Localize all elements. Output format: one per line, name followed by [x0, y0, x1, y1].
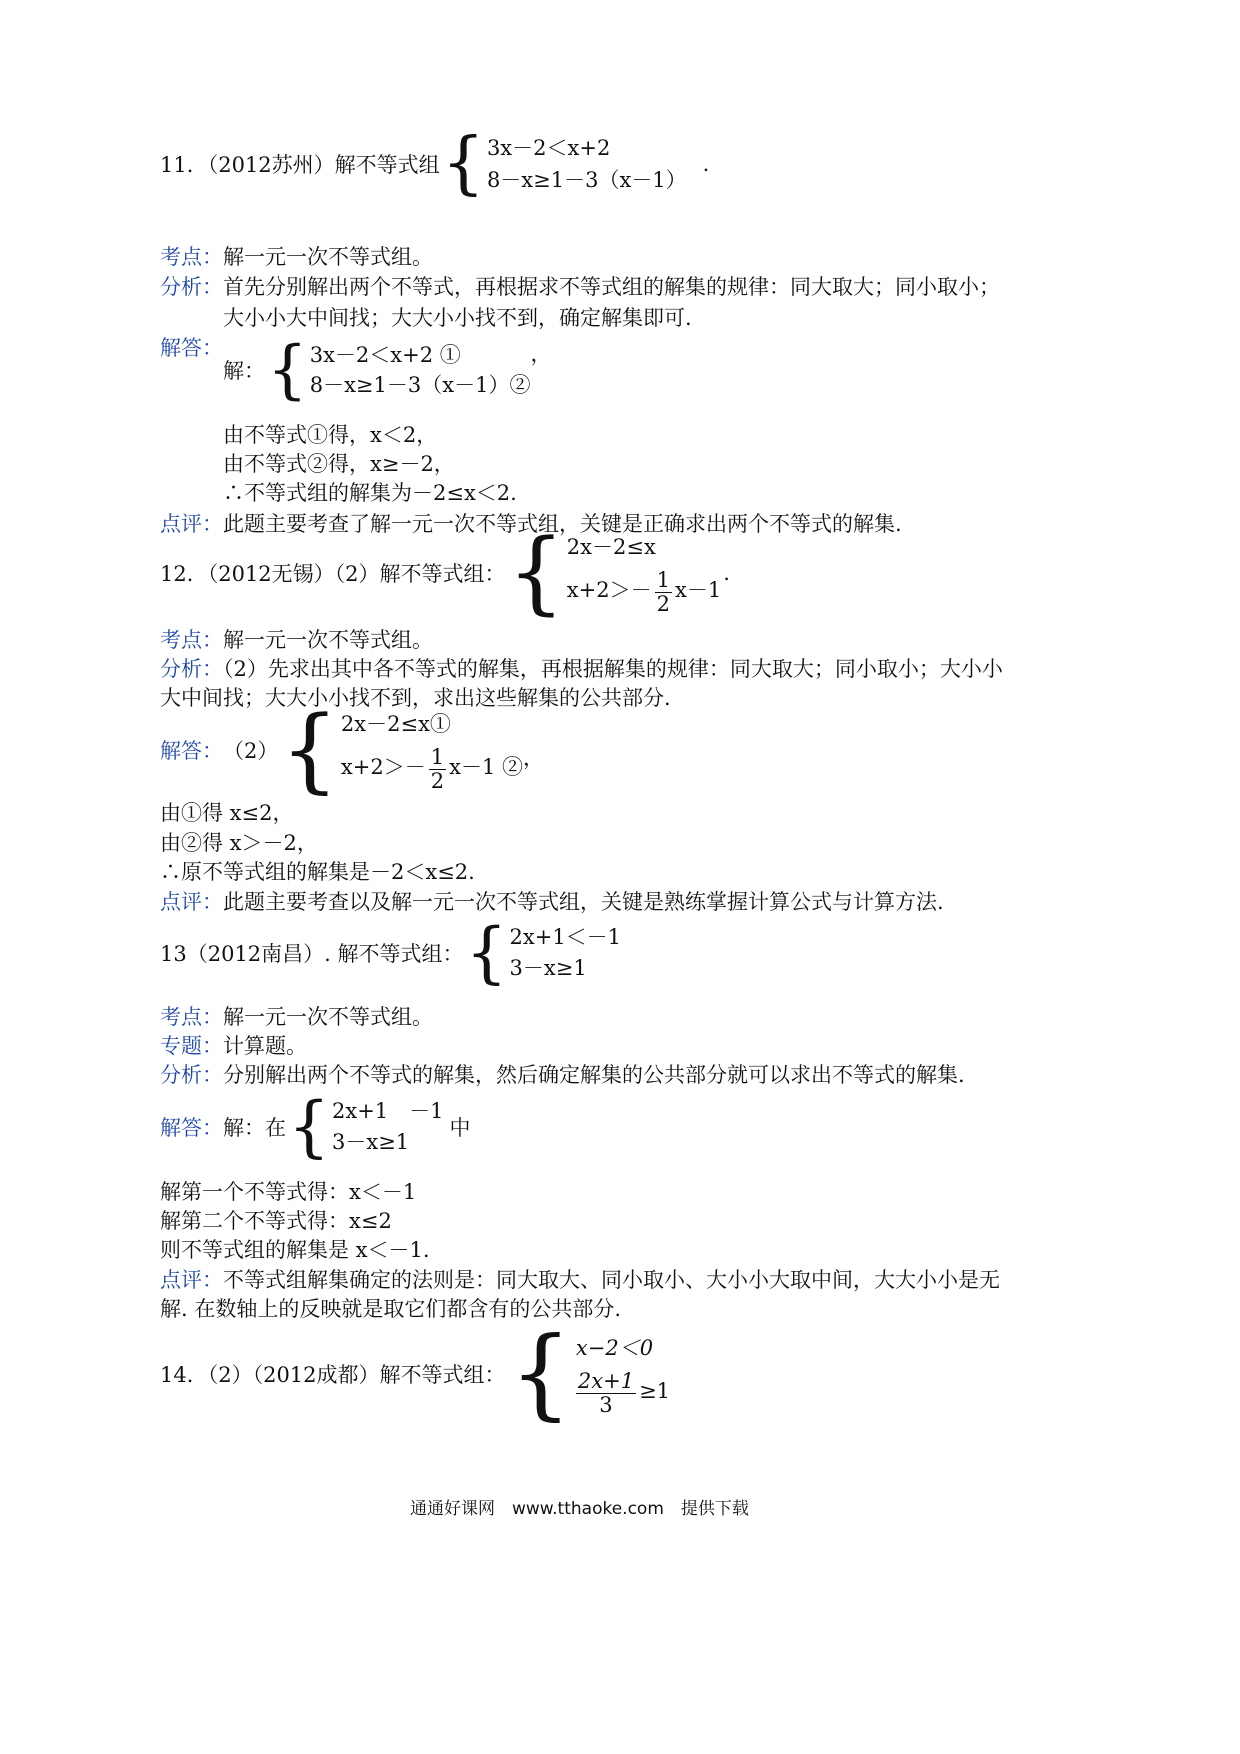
jie-label: 解： — [223, 359, 265, 383]
inequality-system — [487, 132, 687, 196]
inequality-2 — [567, 569, 721, 614]
inequality-2 — [576, 1370, 670, 1415]
inequality-system — [341, 708, 523, 791]
fenxi-text: （2）先求出其中各不等式的解集，再根据解集的规律：同大取大；同小取小；大小小 — [223, 657, 1003, 681]
footer-text: 通通好课网 www.tthaoke.com 提供下载 — [410, 1499, 749, 1519]
left-brace: { — [465, 914, 508, 991]
part-label: （2） — [223, 739, 279, 763]
step-2: 由不等式②得，x≥－2， — [223, 452, 455, 476]
zhong-text: 中 — [449, 1116, 471, 1140]
comma: ， — [523, 746, 544, 770]
dianping-text: 不等式组解集确定的法则是：同大取大、同小取小、大小小大取中间，大大小小是无 — [223, 1268, 1000, 1292]
inequality-system — [510, 922, 622, 984]
dianping-text: 此题主要考查了解一元一次不等式组，关键是正确求出两个不等式的解集. — [223, 512, 902, 536]
dianping-line — [160, 886, 944, 916]
left-brace: { — [267, 333, 308, 407]
kaodian-line — [160, 1001, 433, 1031]
kaodian-label: 考点： — [160, 245, 223, 269]
kaodian-text: 解一元一次不等式组。 — [223, 245, 433, 269]
period: . — [723, 561, 730, 585]
comma: ， — [530, 342, 552, 366]
fenxi-text-2: 大中间找；大大小小找不到，求出这些解集的公共部分. — [160, 686, 671, 710]
inequality-2: 8－x≥1－3（x－1）② — [309, 373, 531, 397]
inequality-1: x−2＜0 — [575, 1336, 654, 1361]
inequality-1: 2x+1＜－1 — [509, 925, 622, 949]
dianping-label: 点评： — [160, 1268, 223, 1292]
problem-11-title — [160, 124, 710, 203]
inequality-2: 8－x≥1－3（x－1） — [486, 168, 687, 192]
solution-system — [160, 1088, 471, 1165]
step-2: 由②得 x＞－2， — [160, 831, 318, 855]
fenxi-label: 分析： — [160, 657, 223, 681]
inequality-1: 3x－2＜x+2 ① — [309, 343, 461, 367]
fraction — [429, 746, 446, 791]
numerator: 2x+1 — [577, 1369, 635, 1394]
left-brace: { — [280, 696, 339, 803]
inequality-1: 3x－2＜x+2 — [486, 136, 611, 160]
inequality-1: 2x+1 －1 — [332, 1099, 444, 1123]
fraction — [655, 569, 672, 614]
step-3: ∴原不等式组的解集是－2＜x≤2. — [160, 860, 475, 884]
fraction — [576, 1370, 636, 1415]
kaodian-line — [160, 241, 433, 271]
left-brace: { — [509, 1317, 572, 1431]
period: . — [702, 152, 710, 176]
inequality-2-right: x－1 — [674, 578, 722, 603]
problem-14-heading: 14．（2）（2012成都）解不等式组： — [160, 1363, 506, 1387]
zhuanti-text: 计算题。 — [223, 1034, 307, 1058]
kaodian-label: 考点： — [160, 628, 223, 652]
kaodian-line — [160, 624, 433, 654]
numerator: 1 — [430, 745, 445, 770]
solution-intro: 解：在 — [223, 1116, 286, 1140]
problem-13-heading: 13（2012南昌）. 解不等式组： — [160, 942, 464, 966]
problem-11-heading: 11．（2012苏州）解不等式组 — [160, 153, 440, 177]
dianping-text-2: 解. 在数轴上的反映就是取它们都含有的公共部分. — [160, 1297, 622, 1321]
inequality-system — [576, 1332, 670, 1415]
jieda-label: 解答： — [160, 1116, 223, 1140]
fenxi-line — [160, 653, 1003, 683]
inequality-2-right: x－1 ② — [449, 755, 523, 780]
kaodian-text: 解一元一次不等式组。 — [223, 1005, 433, 1029]
inequality-2-right: ≥1 — [639, 1379, 671, 1404]
zhuanti-label: 专题： — [160, 1034, 223, 1058]
inequality-2: 3－x≥1 — [332, 1130, 410, 1154]
problem-13-title — [160, 914, 622, 991]
step-1: 由①得 x≤2， — [160, 801, 294, 825]
zhuanti-line — [160, 1030, 307, 1060]
jieda-label: 解答： — [160, 336, 223, 360]
dianping-label: 点评： — [160, 890, 223, 914]
inequality-1: 2x－2≤x① — [340, 712, 451, 737]
jieda-label: 解答： — [160, 739, 223, 763]
inequality-system — [332, 1096, 444, 1158]
inequality-system — [310, 340, 531, 400]
solution-system — [160, 696, 544, 803]
fenxi-line — [160, 1059, 965, 1089]
step-1: 解第一个不等式得：x＜－1 — [160, 1180, 417, 1204]
kaodian-text: 解一元一次不等式组。 — [223, 628, 433, 652]
inequality-2-left: x+2＞－ — [566, 578, 652, 603]
denominator: 3 — [599, 1392, 613, 1417]
fenxi-text: 首先分别解出两个不等式，再根据求不等式组的解集的规律：同大取大；同小取小； — [223, 275, 1000, 299]
kaodian-label: 考点： — [160, 1005, 223, 1029]
dianping-text: 此题主要考查以及解一元一次不等式组，关键是熟练掌握计算公式与计算方法. — [223, 890, 944, 914]
dianping-label: 点评： — [160, 512, 223, 536]
solution-system — [223, 333, 552, 407]
fenxi-label: 分析： — [160, 1063, 223, 1087]
step-1: 由不等式①得，x＜2， — [223, 423, 438, 447]
inequality-2 — [341, 746, 523, 791]
inequality-2: 3－x≥1 — [509, 956, 587, 980]
denominator: 2 — [430, 768, 445, 793]
inequality-2-left: x+2＞－ — [340, 755, 426, 780]
left-brace: { — [507, 520, 565, 625]
step-2: 解第二个不等式得：x≤2 — [160, 1209, 392, 1233]
left-brace: { — [441, 124, 485, 203]
fenxi-line — [160, 271, 1000, 301]
numerator: 1 — [656, 568, 670, 593]
fenxi-text: 分别解出两个不等式的解集，然后确定解集的公共部分就可以求出不等式的解集. — [223, 1063, 965, 1087]
left-brace: { — [288, 1088, 330, 1165]
problem-12-heading: 12．（2012无锡）（2）解不等式组： — [160, 562, 506, 586]
fenxi-text-2: 大小小大中间找；大大小小找不到，确定解集即可. — [223, 306, 692, 330]
denominator: 2 — [656, 591, 670, 616]
dianping-line — [160, 1264, 1000, 1294]
inequality-1: 2x－2≤x — [566, 535, 656, 560]
step-3: ∴不等式组的解集为－2≤x＜2. — [223, 481, 517, 505]
fenxi-label: 分析： — [160, 275, 223, 299]
inequality-system — [567, 531, 721, 614]
problem-14-title — [160, 1317, 671, 1431]
step-3: 则不等式组的解集是 x＜－1. — [160, 1238, 430, 1262]
